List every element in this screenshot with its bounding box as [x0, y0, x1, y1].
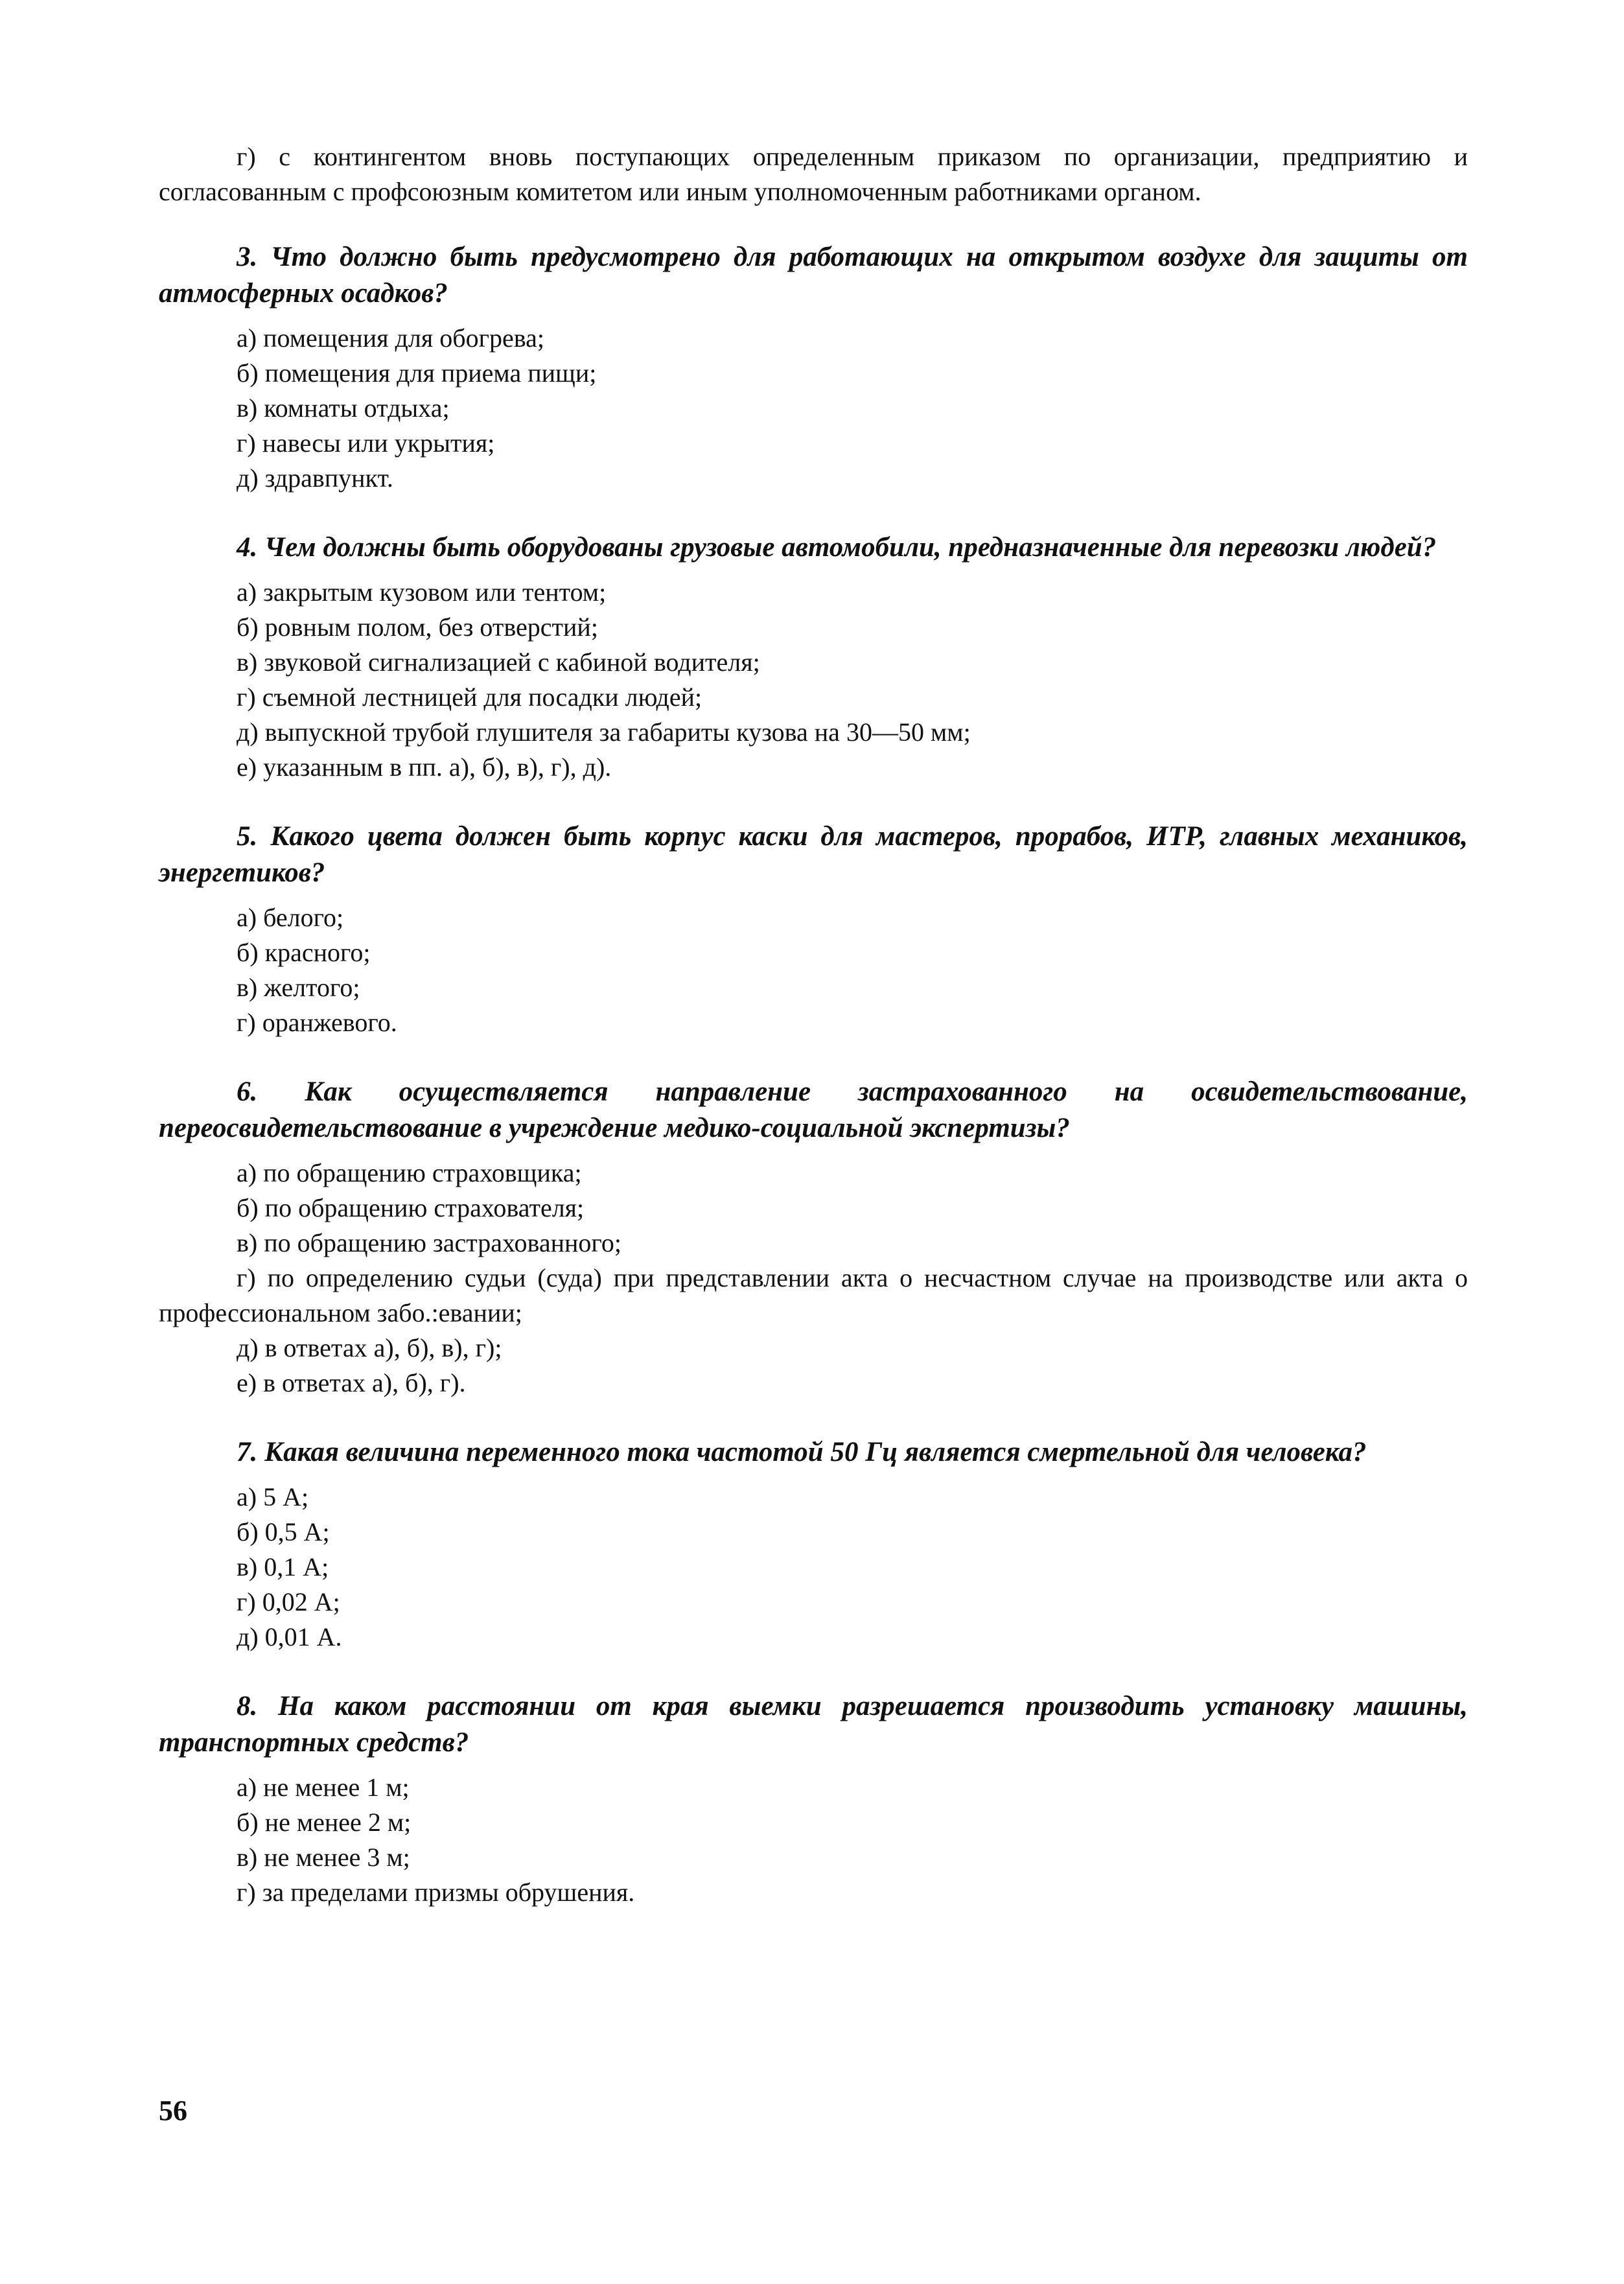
question-4 — [159, 530, 1468, 785]
answer-option: е) указанным в пп. а), б), в), г), д). — [237, 752, 612, 782]
question-6 — [159, 1074, 1468, 1401]
answer-option: б) ровным полом, без отверстий; — [237, 612, 598, 642]
answer-options — [159, 1770, 1468, 1910]
answer-option: д) в ответах а), б), в), г); — [237, 1333, 502, 1362]
answer-option: г) за пределами призмы обрушения. — [237, 1878, 635, 1907]
answer-option: г) по определению судьи (суда) при представлении акта о несчастном случае на производстве или акта о профессиональном забо.:евании; — [159, 1263, 1468, 1327]
question-title: 7. Какая величина переменного тока частотой 50 Гц является смертельной для человека? — [237, 1437, 1367, 1467]
question-3 — [159, 239, 1468, 496]
answer-option: д) здравпункт. — [237, 463, 393, 493]
page-number: 56 — [159, 2095, 187, 2127]
answer-option: б) по обращению страхователя; — [237, 1193, 585, 1222]
answer-option: в) по обращению застрахованного; — [237, 1228, 621, 1257]
question-title: 5. Какого цвета должен быть корпус каски для мастеров, прорабов, ИТР, главных механиков, энергетиков? — [159, 821, 1468, 888]
answer-option: б) помещения для приема пищи; — [237, 358, 597, 388]
question-title: 6. Как осуществляется направление застрахованного на освидетельствование, переосвидетельствование в учреждение медико-социальной экспертизы? — [159, 1077, 1468, 1143]
answer-option: а) 5 А; — [237, 1482, 309, 1511]
answer-option: е) в ответах а), б), г). — [237, 1368, 466, 1397]
answer-option: г) съемной лестницей для посадки людей; — [237, 682, 702, 712]
answer-option: г) 0,02 А; — [237, 1587, 340, 1616]
answer-option: а) помещения для обогрева; — [237, 323, 544, 353]
question-5 — [159, 819, 1468, 1040]
answer-options — [159, 900, 1468, 1040]
answer-option: д) выпускной трубой глушителя за габариты кузова на 30—50 мм; — [237, 717, 971, 747]
answer-option: а) закрытым кузовом или тентом; — [237, 577, 607, 607]
question-title: 4. Чем должны быть оборудованы грузовые автомобили, предназначенные для перевозки людей? — [237, 532, 1437, 563]
answer-options — [159, 1480, 1468, 1655]
answer-option: б) 0,5 А; — [237, 1517, 330, 1546]
answer-option: в) звуковой сигнализацией с кабиной водителя; — [237, 647, 760, 677]
answer-option: в) 0,1 А; — [237, 1552, 329, 1581]
answer-option: в) не менее 3 м; — [237, 1843, 410, 1872]
answer-option: а) белого; — [237, 903, 344, 932]
answer-option: а) по обращению страховщика; — [237, 1158, 582, 1187]
question-title: 3. Что должно быть предусмотрено для работающих на открытом воздухе для защиты от атмосферных осадков? — [159, 242, 1468, 309]
answer-option: г) оранжевого. — [237, 1008, 397, 1037]
answer-option: б) не менее 2 м; — [237, 1808, 412, 1837]
answer-options — [159, 321, 1468, 496]
page-content — [159, 139, 1468, 1944]
answer-options — [159, 1156, 1468, 1401]
intro-paragraph: г) с контингентом вновь поступающих определенным приказом по организации, предприятию и согласованным с профсоюзным комитетом или иным уполномоченным работниками органом. — [159, 142, 1468, 206]
answer-option: б) красного; — [237, 938, 371, 967]
answer-options — [159, 575, 1468, 785]
question-8 — [159, 1688, 1468, 1910]
question-title: 8. На каком расстоянии от края выемки разрешается производить установку машины, транспортных средств? — [159, 1691, 1468, 1758]
answer-option: в) комнаты отдыха; — [237, 393, 450, 423]
question-7 — [159, 1434, 1468, 1655]
answer-option: д) 0,01 А. — [237, 1622, 342, 1651]
answer-option: г) навесы или укрытия; — [237, 428, 495, 458]
answer-option: а) не менее 1 м; — [237, 1773, 410, 1802]
answer-option: в) желтого; — [237, 973, 360, 1002]
